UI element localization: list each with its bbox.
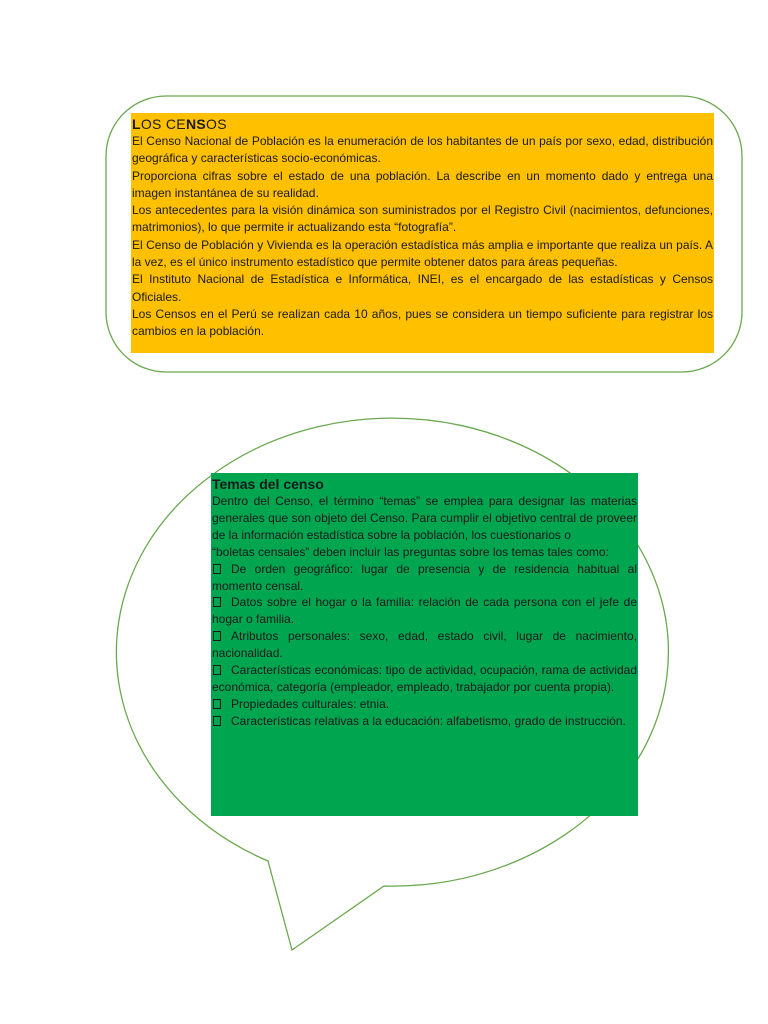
censos-paragraph: Proporciona cifras sobre el estado de una población. La describe en un momento dado y entrega una imagen instantánea de su realidad. bbox=[132, 168, 713, 200]
temas-intro: “boletas censales” deben incluir las preguntas sobre los temas tales como: bbox=[212, 544, 609, 559]
bullet-box-icon bbox=[213, 665, 221, 675]
temas-bullet: Atributos personales: sexo, edad, estado civil, lugar de nacimiento, nacionalidad. bbox=[212, 629, 637, 661]
bullet-box-icon bbox=[213, 699, 221, 709]
censos-paragraph: Los Censos en el Perú se realizan cada 10 años, pues se considera un tiempo suficiente para registrar los cambios en la población. bbox=[132, 306, 713, 339]
censos-title: LOS CENSOS bbox=[132, 116, 227, 132]
temas-bullet: Características relativas a la educación: alfabetismo, grado de instrucción. bbox=[212, 713, 637, 730]
censos-paragraph: El Censo Nacional de Población es la enumeración de los habitantes de un país por sexo, edad, distribución geográfica y características socio-económicas. bbox=[132, 134, 713, 166]
temas-bullet: Características económicas: tipo de actividad, ocupación, rama de actividad económica, categoría (empleador, empleado, trabajador por cuenta propia). bbox=[212, 663, 637, 694]
temas-bullet: Propiedades culturales: etnia. bbox=[212, 696, 637, 713]
bullet-box-icon bbox=[213, 597, 221, 607]
temas-bullet: De orden geográfico: lugar de presencia y de residencia habitual al momento censal. bbox=[212, 561, 637, 593]
censos-paragraph: Los antecedentes para la visión dinámica son suministrados por el Registro Civil (nacimientos, defunciones, matrimonios), lo que permite ir actualizando esta “fotografía”. bbox=[132, 203, 713, 235]
temas-intro: Dentro del Censo, el término “temas” se emplea para designar las materias generales que son objeto del Censo. Para cumplir el objetivo central de proveer de la información estadística sobre la población, los cuestionarios o bbox=[212, 494, 637, 542]
bullet-box-icon bbox=[213, 564, 221, 574]
censos-text-box bbox=[131, 113, 714, 353]
temas-title: Temas del censo bbox=[212, 476, 324, 492]
bullet-box-icon bbox=[213, 716, 221, 726]
bullet-box-icon bbox=[213, 631, 221, 641]
censos-paragraph: El Instituto Nacional de Estadística e Informática, INEI, es el encargado de las estadísticas y Censos Oficiales. bbox=[132, 272, 713, 304]
censos-paragraph: El Censo de Población y Vivienda es la operación estadística más amplia e importante que realiza un país. A la vez, es el único instrumento estadístico que permite obtener datos para áreas pequeñas. bbox=[132, 237, 713, 270]
temas-text-box bbox=[211, 473, 638, 816]
temas-bullet: Datos sobre el hogar o la familia: relación de cada persona con el jefe de hogar o familia. bbox=[212, 595, 637, 627]
